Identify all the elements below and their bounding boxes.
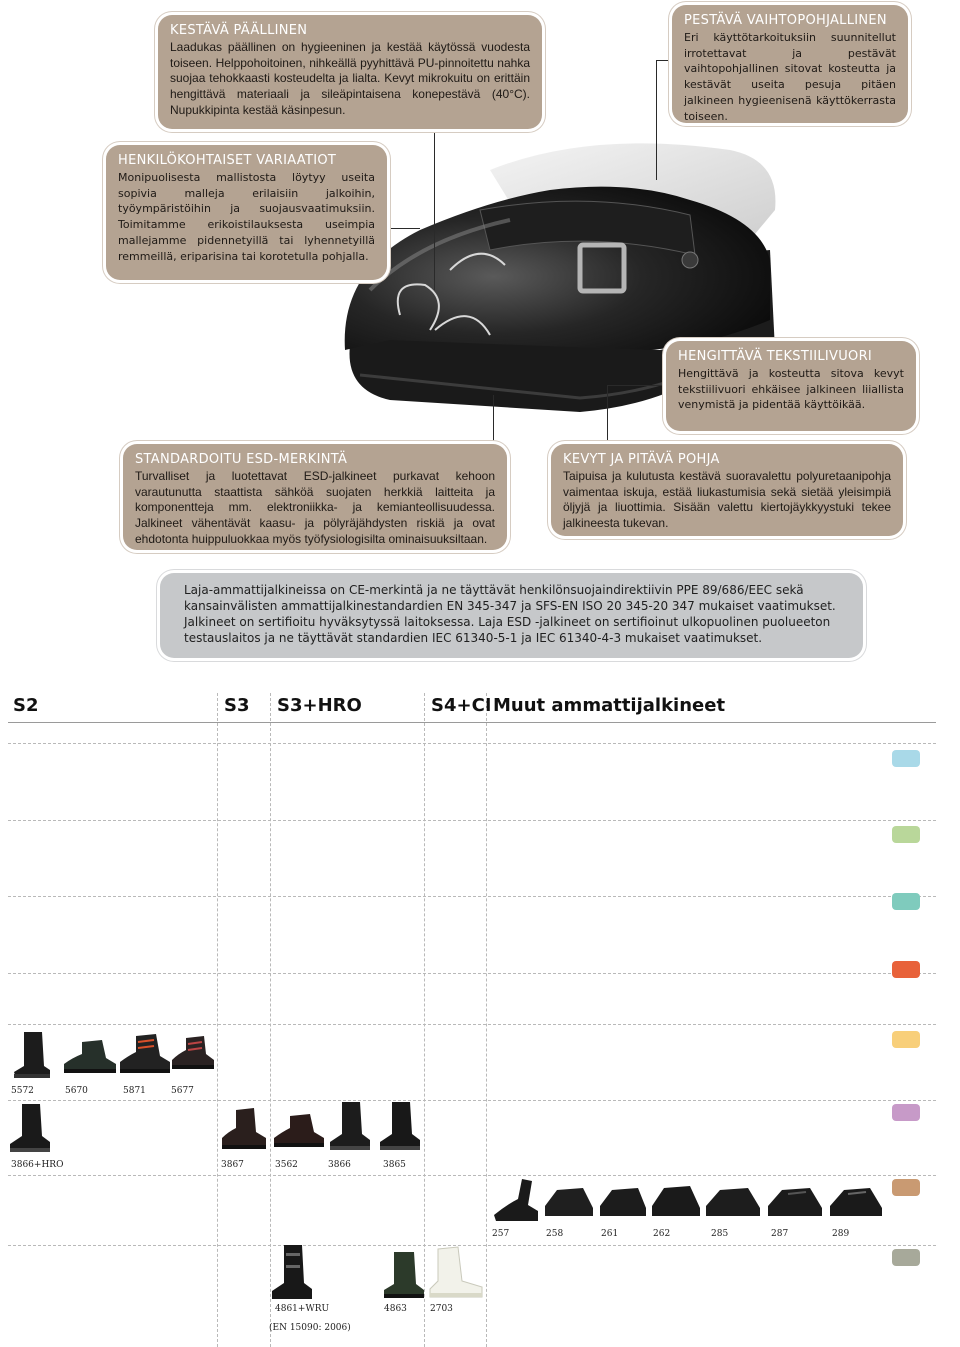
product-3866: 3866 xyxy=(328,1160,351,1170)
callout-text: Monipuolisesta mallistosta löytyy useita sopivia malleja erilaisiin jalkoihin, työympäristöihin ja suojausvaatimuksiin. Toimitamme erikoistilauksesta useimpia mallejamme pidennetyillä tai lyhennetyillä remmeillä, eriparisina tai korotetulla pohjalla. xyxy=(118,171,375,263)
callout-text: Turvalliset ja luotettavat ESD-jalkineet purkavat kehoon varautunutta staattista sähköä suojaten herkkiä laitteita ja komponentteja mm. elektroniikka- ja kemianteollisuudessa. Jalkineet vähentävät kaasu- ja pölyräjähdysten riskiä ja ovat ehdotonta huippuluokkaa myös työfysiologisilta ominaisuuksiltaan. xyxy=(135,469,495,546)
leader-kestava xyxy=(434,130,435,290)
shoe-261-icon xyxy=(598,1180,648,1220)
shoe-285-icon xyxy=(704,1180,762,1220)
product-261: 261 xyxy=(601,1229,619,1239)
callout-title: HENKILÖKOHTAISET VARIAATIOT xyxy=(118,153,337,168)
callout-title: KEVYT JA PITÄVÄ POHJA xyxy=(563,452,720,467)
product-5871: 5871 xyxy=(123,1086,146,1096)
leader-henkilo xyxy=(388,228,420,229)
swatch-teal xyxy=(892,893,920,910)
callout-pestava-vaihtopohjallinen xyxy=(672,5,908,123)
callout-henkilokohtaiset-variaatiot xyxy=(106,145,387,280)
product-5670: 5670 xyxy=(65,1086,88,1096)
product-287: 287 xyxy=(771,1229,789,1239)
callout-text: Eri käyttötarkoituksiin suunnitellut irrotettavat ja pestävät vaihtopohjallinen sitovat kosteutta ja kestävät useita pesuja pitäen jalkineen hygieenisenä käyttökerrasta toiseen. xyxy=(684,31,896,123)
product-5572: 5572 xyxy=(11,1086,34,1096)
callout-kestava-paallinen xyxy=(158,15,542,129)
swatch-light-green xyxy=(892,826,920,843)
callout-text: Hengittävä ja kosteutta sitova kevyt tekstiilivuori ehkäisee jalkineen liiallista venymistä ja pidentää käyttöikää. xyxy=(678,367,904,412)
shoe-5677-icon xyxy=(170,1032,216,1072)
product-3562: 3562 xyxy=(275,1160,298,1170)
callout-title: KESTÄVÄ PÄÄLLINEN xyxy=(170,23,308,38)
shoe-257-icon xyxy=(492,1175,542,1225)
product-262: 262 xyxy=(653,1229,671,1239)
row-line xyxy=(8,973,936,974)
swatch-tan xyxy=(892,1179,920,1196)
product-2703: 2703 xyxy=(430,1304,453,1314)
shoe-258-icon xyxy=(543,1180,595,1220)
standard-note: (EN 15090: 2006) xyxy=(269,1323,351,1333)
boot-5572-icon xyxy=(12,1030,52,1080)
product-3865: 3865 xyxy=(383,1160,406,1170)
callout-text: Laadukas päällinen on hygieeninen ja kestää käytössä vuodesta toiseen. Helppohoitoinen, nihkeällä pyyhittävä PU-pinnoitettu nahka suojaa tehokkaasti kosteudelta ja lialta. Kevyt mikrokuitu on erittäin hengittävä materiaali ja sileäpintaisena konepestävä (40°C). Nupukkipinta kestää käsinpesun. xyxy=(170,40,530,117)
product-257: 257 xyxy=(492,1229,510,1239)
shoe-287-icon xyxy=(766,1180,824,1220)
shoe-5871-icon xyxy=(118,1032,172,1076)
product-285: 285 xyxy=(711,1229,729,1239)
shoe-289-icon xyxy=(828,1180,884,1220)
callout-hengittava-tekstiilivuori xyxy=(666,341,916,431)
leader-esd xyxy=(493,395,494,443)
leader-hengittava-v xyxy=(607,385,608,445)
leader-pestava-v xyxy=(656,60,657,180)
swatch-lilac xyxy=(892,1104,920,1121)
swatch-yellow xyxy=(892,1031,920,1048)
product-4861wru: 4861+WRU xyxy=(275,1304,330,1314)
column-divider xyxy=(217,693,218,1347)
category-s3-hro: S3+HRO xyxy=(277,695,362,716)
row-line xyxy=(8,896,936,897)
swatch-grey xyxy=(892,1249,920,1266)
product-289: 289 xyxy=(832,1229,850,1239)
boot-3866-icon xyxy=(328,1100,372,1152)
callout-kevyt-pitava-pohja xyxy=(551,444,903,536)
swatch-orange xyxy=(892,961,920,978)
swatch-light-blue xyxy=(892,750,920,767)
shoe-3867-icon xyxy=(220,1106,268,1152)
product-5677: 5677 xyxy=(171,1086,194,1096)
boot-3866hro-icon xyxy=(8,1102,52,1154)
category-s2: S2 xyxy=(13,695,39,716)
column-divider xyxy=(486,693,487,1347)
boot-2703-icon xyxy=(428,1245,484,1301)
column-divider xyxy=(424,693,425,1347)
callout-title: PESTÄVÄ VAIHTOPOHJALLINEN xyxy=(684,13,887,28)
boot-4863-icon xyxy=(382,1250,426,1300)
leader-hengittava-h xyxy=(607,385,665,386)
boot-3865-icon xyxy=(378,1100,422,1152)
callout-text: Taipuisa ja kulutusta kestävä suoravalettu polyuretaanipohja vaimentaa iskuja, estää liukastumisia sekä sietää yleisimpiä öljyjä ja liuottimia. Sisään valettu kiertojäykkyystuki tekee jalkineesta tukevan. xyxy=(563,469,891,531)
table-header-line xyxy=(8,722,936,723)
callout-title: HENGITTÄVÄ TEKSTIILIVUORI xyxy=(678,349,873,364)
boot-4861wru-icon xyxy=(270,1243,314,1301)
row-line xyxy=(8,1175,936,1176)
product-3866hro: 3866+HRO xyxy=(11,1160,64,1170)
shoe-262-icon xyxy=(650,1178,702,1220)
product-258: 258 xyxy=(546,1229,564,1239)
leader-pestava-h xyxy=(656,60,670,61)
product-3867: 3867 xyxy=(221,1160,244,1170)
row-line xyxy=(8,820,936,821)
certification-info: Laja-ammattijalkineissa on CE-merkintä ja ne täyttävät henkilönsuojaindirektiivin PPE 89/686/EEC sekä kansainvälisten ammattijalkinestandardien EN 345-347 ja SFS-EN ISO 20 345-20 347 mukaiset vaatimukset. Jalkineet on sertifioitu hyväksytyssä laitoksessa. Laja ESD -jalkineet on sertifioinut ulkopuolinen puolueeton testauslaitos ja ne täyttävät standardien IEC 61340-5-1 ja IEC 61340-4-3 mukaiset vaatimukset. xyxy=(160,573,863,658)
row-line xyxy=(8,1024,936,1025)
category-muut: Muut ammattijalkineet xyxy=(493,695,726,716)
row-line xyxy=(8,743,936,744)
shoe-3562-icon xyxy=(272,1110,326,1150)
product-4863: 4863 xyxy=(384,1304,407,1314)
shoe-5670-icon xyxy=(62,1036,118,1076)
row-line xyxy=(8,1100,936,1101)
callout-standardoitu-esd xyxy=(123,444,507,550)
category-s3: S3 xyxy=(224,695,250,716)
callout-title: STANDARDOITU ESD-MERKINTÄ xyxy=(135,452,348,467)
category-s4-ci: S4+CI xyxy=(431,695,492,716)
